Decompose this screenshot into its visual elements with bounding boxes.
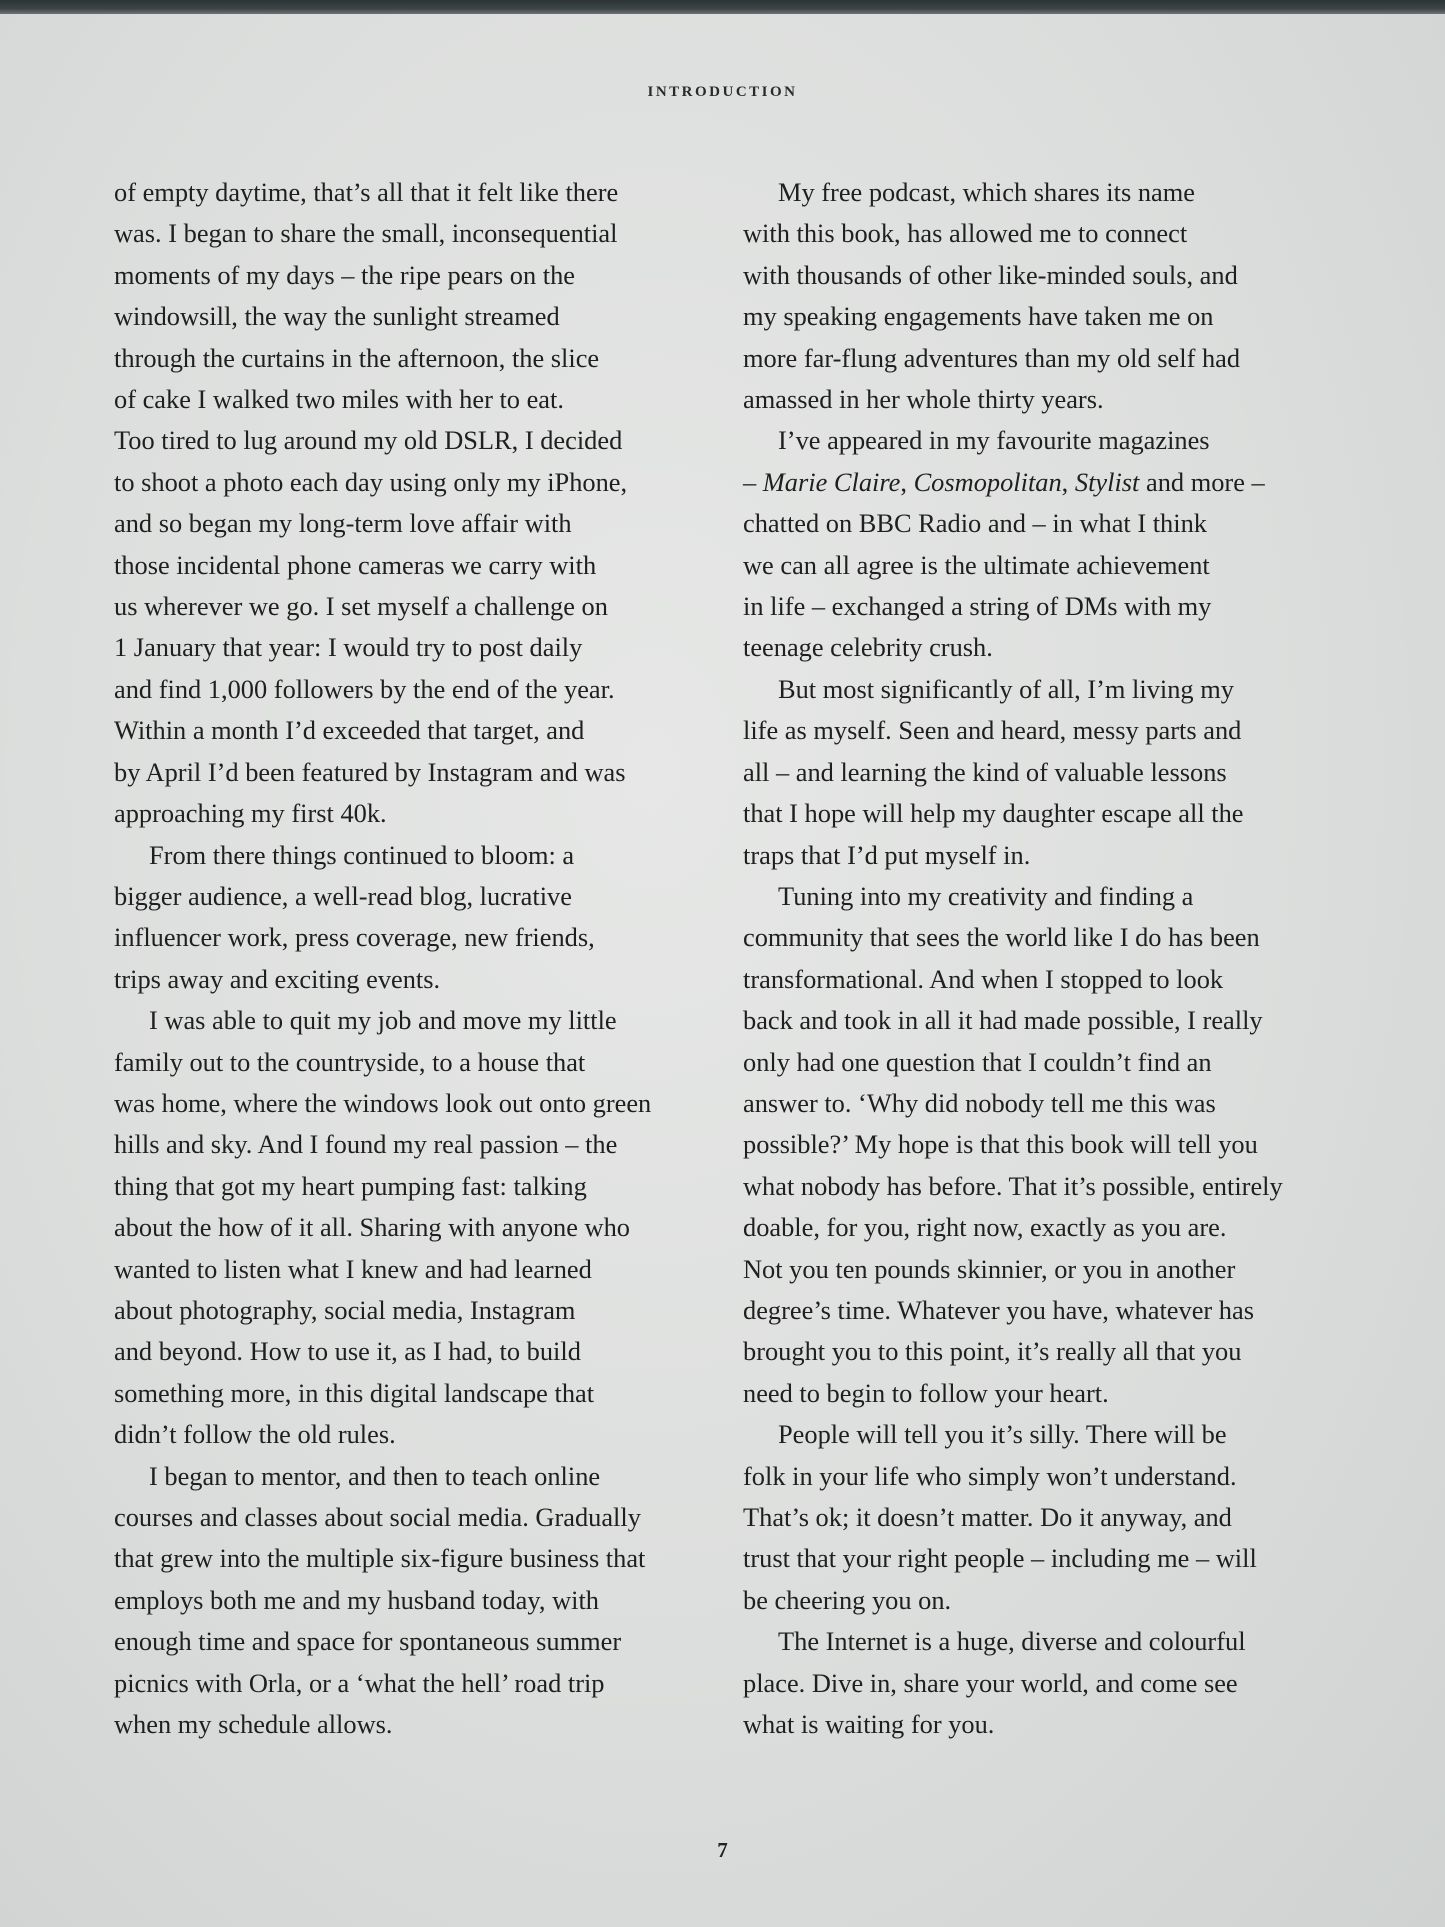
text-line: was. I began to share the small, inconsequential <box>114 218 618 249</box>
text-segment: and more – <box>1139 466 1265 497</box>
text-line: wanted to listen what I knew and had learned <box>114 1253 592 1284</box>
text-line: in life – exchanged a string of DMs with my <box>743 591 1212 622</box>
page-top-edge-shadow <box>0 0 1445 14</box>
text-line: Within a month I’d exceeded that target, and <box>114 715 585 746</box>
text-line: hills and sky. And I found my real passion – the <box>114 1129 618 1160</box>
text-line: we can all agree is the ultimate achievement <box>743 549 1210 580</box>
text-line: of cake I walked two miles with her to eat. <box>114 384 564 415</box>
text-line: place. Dive in, share your world, and come see <box>743 1667 1238 1698</box>
text-line: But most significantly of all, I’m living my <box>778 673 1234 704</box>
text-line: enough time and space for spontaneous summer <box>114 1626 622 1657</box>
text-line: be cheering you on. <box>743 1584 952 1615</box>
text-line: I began to mentor, and then to teach online <box>149 1460 601 1491</box>
text-line: windowsill, the way the sunlight streamed <box>114 301 560 332</box>
text-line: that I hope will help my daughter escape all the <box>743 798 1244 829</box>
text-line: by April I’d been featured by Instagram and was <box>114 756 626 787</box>
right-text-column <box>743 172 1353 1745</box>
text-line: possible?’ My hope is that this book will tell you <box>743 1129 1258 1160</box>
text-line: of empty daytime, that’s all that it felt like there <box>114 177 619 207</box>
text-line: community that sees the world like I do has been <box>743 922 1260 953</box>
text-segment: – <box>743 466 763 497</box>
text-line: I’ve appeared in my favourite magazines <box>778 425 1210 456</box>
text-line: 1 January that year: I would try to post daily <box>114 632 583 663</box>
text-line: From there things continued to bloom: a <box>149 839 575 870</box>
text-line: I was able to quit my job and move my little <box>149 1005 617 1036</box>
text-line: all – and learning the kind of valuable lessons <box>743 756 1227 787</box>
text-line: was home, where the windows look out onto green <box>114 1087 652 1118</box>
text-line: employs both me and my husband today, with <box>114 1584 599 1615</box>
text-line: what is waiting for you. <box>743 1709 995 1740</box>
italic-segment: Stylist <box>1074 466 1140 497</box>
text-line: degree’s time. Whatever you have, whatever has <box>743 1294 1254 1325</box>
text-line: influencer work, press coverage, new friends, <box>114 922 595 953</box>
text-line: when my schedule allows. <box>114 1709 393 1740</box>
running-head: INTRODUCTION <box>647 84 798 100</box>
text-line: doable, for you, right now, exactly as you are. <box>743 1212 1227 1243</box>
text-line: picnics with Orla, or a ‘what the hell’ road trip <box>114 1667 605 1698</box>
text-line: Not you ten pounds skinnier, or you in another <box>743 1253 1236 1284</box>
text-line: family out to the countryside, to a house that <box>114 1046 586 1077</box>
text-line: thing that got my heart pumping fast: talking <box>114 1170 587 1201</box>
text-line: that grew into the multiple six-figure business that <box>114 1543 646 1574</box>
text-line: People will tell you it’s silly. There will be <box>778 1419 1227 1450</box>
text-line: only had one question that I couldn’t find an <box>743 1046 1212 1077</box>
text-line: and so began my long-term love affair with <box>114 508 572 539</box>
text-line: bigger audience, a well-read blog, lucrative <box>114 880 572 911</box>
italic-segment: Cosmopolitan <box>913 466 1062 497</box>
text-line: answer to. ‘Why did nobody tell me this was <box>743 1087 1216 1118</box>
text-line: Too tired to lug around my old DSLR, I decided <box>114 425 623 456</box>
text-segment: , <box>1061 466 1075 497</box>
text-line: my speaking engagements have taken me on <box>743 301 1214 332</box>
text-line: through the curtains in the afternoon, the slice <box>114 342 600 373</box>
text-line: more far-flung adventures than my old self had <box>743 342 1241 373</box>
text-line: Tuning into my creativity and finding a <box>778 880 1194 911</box>
text-line: about photography, social media, Instagram <box>114 1294 576 1325</box>
text-line: That’s ok; it doesn’t matter. Do it anyway, and <box>743 1502 1232 1532</box>
italic-segment: Marie Claire <box>762 466 901 497</box>
left-text-column <box>114 172 724 1745</box>
text-line: need to begin to follow your heart. <box>743 1377 1109 1408</box>
text-line: folk in your life who simply won’t understand. <box>743 1460 1237 1491</box>
page-number: 7 <box>717 1838 728 1862</box>
text-line: with thousands of other like-minded souls, and <box>743 259 1238 290</box>
text-line: transformational. And when I stopped to look <box>743 963 1224 994</box>
text-line: chatted on BBC Radio and – in what I think <box>743 508 1207 539</box>
text-line: about the how of it all. Sharing with anyone who <box>114 1212 630 1243</box>
text-line: My free podcast, which shares its name <box>778 177 1195 207</box>
text-line: courses and classes about social media. Gradually <box>114 1502 641 1532</box>
text-segment: , <box>900 466 914 497</box>
text-line: trips away and exciting events. <box>114 963 441 994</box>
text-line: approaching my first 40k. <box>114 798 387 829</box>
text-line: didn’t follow the old rules. <box>114 1419 396 1450</box>
text-line: and beyond. How to use it, as I had, to build <box>114 1336 581 1367</box>
text-line: something more, in this digital landscape that <box>114 1377 595 1408</box>
text-line: life as myself. Seen and heard, messy parts and <box>743 715 1242 746</box>
text-line: moments of my days – the ripe pears on the <box>114 259 575 290</box>
text-line: to shoot a photo each day using only my iPhone, <box>114 466 628 497</box>
text-line: trust that your right people – including me – will <box>743 1543 1257 1574</box>
text-line: what nobody has before. That it’s possible, entirely <box>743 1170 1283 1201</box>
text-line <box>743 462 1353 503</box>
text-line: those incidental phone cameras we carry with <box>114 549 597 580</box>
text-line: The Internet is a huge, diverse and colourful <box>778 1626 1246 1657</box>
text-line: with this book, has allowed me to connect <box>743 218 1188 249</box>
text-line: back and took in all it had made possible, I really <box>743 1005 1263 1036</box>
text-line: amassed in her whole thirty years. <box>743 384 1104 415</box>
text-line: us wherever we go. I set myself a challenge on <box>114 591 608 622</box>
text-line: brought you to this point, it’s really all that you <box>743 1336 1242 1367</box>
text-line: traps that I’d put myself in. <box>743 839 1031 870</box>
text-line: teenage celebrity crush. <box>743 632 993 663</box>
text-line: and find 1,000 followers by the end of the year. <box>114 673 615 704</box>
